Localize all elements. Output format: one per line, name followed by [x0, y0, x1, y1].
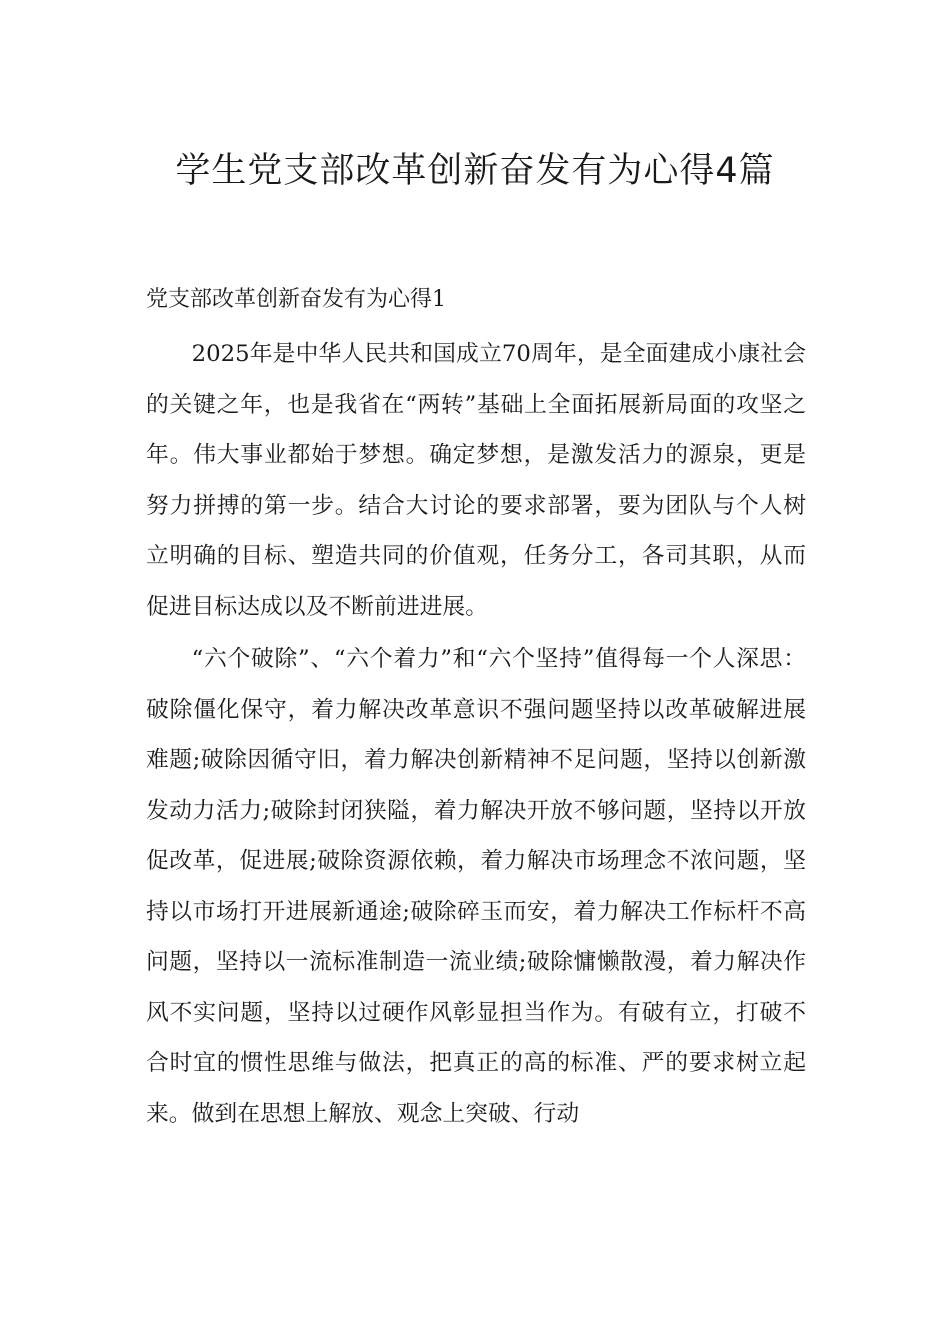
- section-heading: 党支部改革创新奋发有为心得1: [146, 287, 446, 312]
- body-paragraph-2: “六个破除”、“六个着力”和“六个坚持”值得每一个人深思：破除僵化保守，着力解决改革意识不强问题坚持以改革破解进展难题;破除因循守旧，着力解决创新精神不足问题，坚持以创新激发动力活力;破除封闭狭隘，着力解决开放不够问题，坚持以开放促改革，促进展;破除资源依赖，着力解决市场理念不浓问题，坚持以市场打开进展新通途;破除碎玉而安，着力解决工作标杆不高问题，坚持以一流标准制造一流业绩;破除慵懒散漫，着力解决作风不实问题，坚持以过硬作风彰显担当作为。有破有立，打破不合时宜的惯性思维与做法，把真正的高的标准、严的要求树立起来。做到在思想上解放、观念上突破、行动: [146, 646, 806, 1127]
- body-paragraph-1: 2025年是中华人民共和国成立70周年，是全面建成小康社会的关键之年，也是我省在“两转”基础上全面拓展新局面的攻坚之年。伟大事业都始于梦想。确定梦想，是激发活力的源泉，更是努力拼搏的第一步。结合大讨论的要求部署，要为团队与个人树立明确的目标、塑造共同的价值观，任务分工，各司其职，从而促进目标达成以及不断前进进展。: [146, 341, 806, 620]
- document-title: 学生党支部改革创新奋发有为心得4篇: [175, 151, 775, 191]
- document-body: [146, 329, 806, 1141]
